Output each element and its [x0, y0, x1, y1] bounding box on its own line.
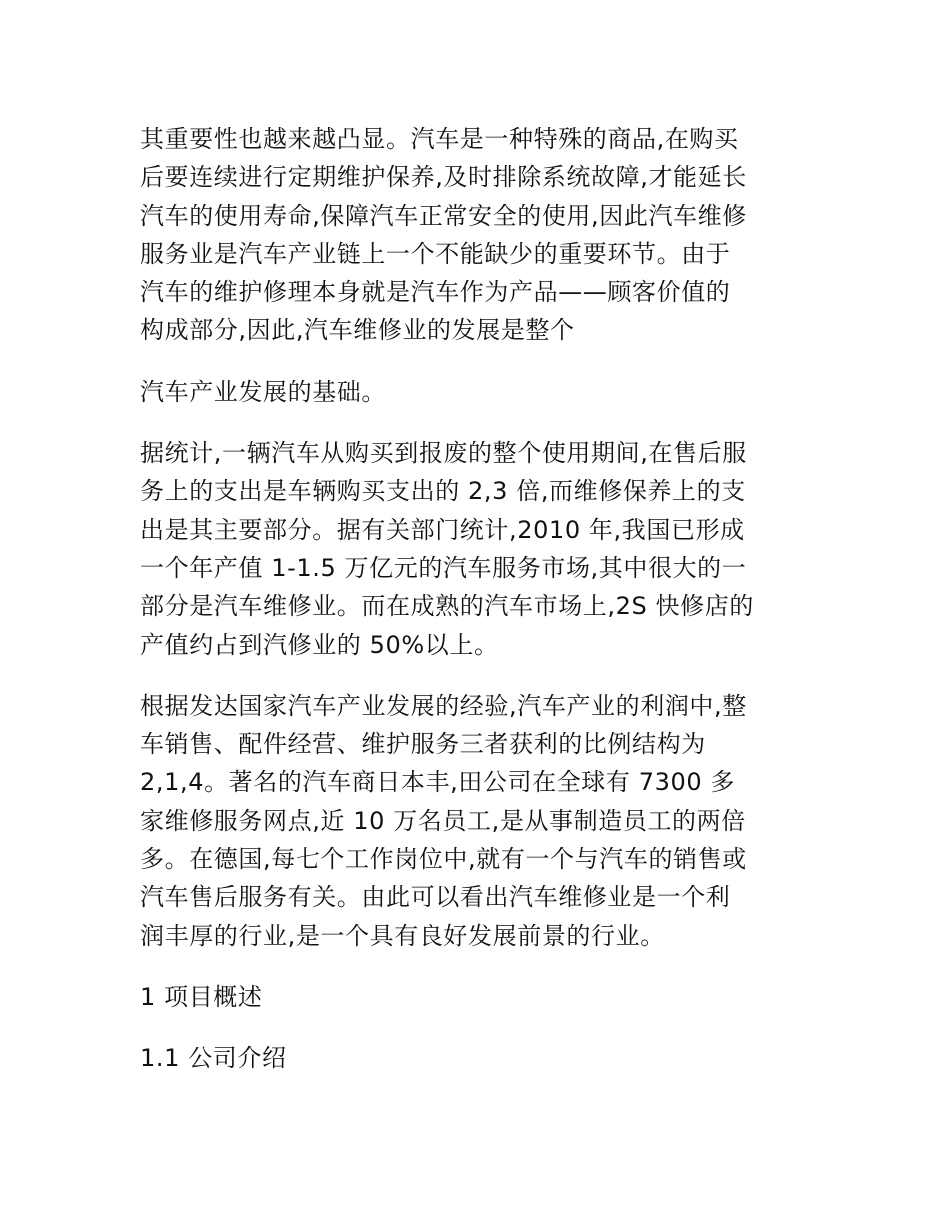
text-line: 其重要性也越来越凸显。汽车是一种特殊的商品,在购买 [140, 125, 739, 153]
text-line: 根据发达国家汽车产业发展的经验,汽车产业的利润中,整 [140, 691, 747, 720]
paragraph-spacer [140, 955, 820, 978]
text-line: 后要连续进行定期维护保养,及时排除系统故障,才能延长 [140, 163, 747, 192]
text-line: 出是其主要部分。据有关部门统计,2010 年,我国已形成 [140, 515, 745, 544]
paragraph-spacer [140, 411, 820, 434]
text-line: 2,1,4。著名的汽车商日本丰,田公司在全球有 7300 多 [140, 768, 736, 797]
section-heading-overview: 1 项目概述 [140, 982, 263, 1011]
paragraph-statistics [140, 434, 820, 664]
paragraph-importance [140, 120, 820, 350]
section-heading-company: 1.1 公司介绍 [140, 1044, 287, 1073]
paragraph-foundation [140, 373, 820, 411]
paragraph-spacer [140, 664, 820, 687]
paragraph-spacer [140, 350, 820, 373]
text-line: 润丰厚的行业,是一个具有良好发展前景的行业。 [140, 921, 665, 950]
text-line: 产值约占到汽修业的 50%以上。 [140, 630, 499, 659]
text-line: 汽车售后服务有关。由此可以看出汽车维修业是一个利 [140, 883, 731, 912]
text-line: 一个年产值 1-1.5 万亿元的汽车服务市场,其中很大的一 [140, 553, 747, 582]
text-line: 汽车产业发展的基础。 [140, 377, 386, 406]
text-line: 部分是汽车维修业。而在成熟的汽车市场上,2S 快修店的 [140, 592, 754, 621]
text-line: 服务业是汽车产业链上一个不能缺少的重要环节。由于 [140, 239, 731, 268]
text-line: 汽车的维护修理本身就是汽车作为产品——顾客价值的 [140, 278, 731, 307]
text-line: 家维修服务网点,近 10 万名员工,是从事制造员工的两倍 [140, 806, 746, 835]
text-line: 车销售、配件经营、维护服务三者获利的比例结构为 [140, 730, 706, 759]
document-page [140, 120, 820, 1078]
paragraph-spacer [140, 1016, 820, 1039]
paragraph-experience [140, 687, 820, 955]
text-line: 务上的支出是车辆购买支出的 2,3 倍,而维修保养上的支 [140, 477, 746, 506]
text-line: 多。在德国,每七个工作岗位中,就有一个与汽车的销售或 [140, 845, 747, 874]
text-line: 据统计,一辆汽车从购买到报废的整个使用期间,在售后服 [140, 439, 747, 468]
text-line: 汽车的使用寿命,保障汽车正常安全的使用,因此汽车维修 [140, 201, 747, 230]
text-line: 构成部分,因此,汽车维修业的发展是整个 [140, 316, 575, 345]
